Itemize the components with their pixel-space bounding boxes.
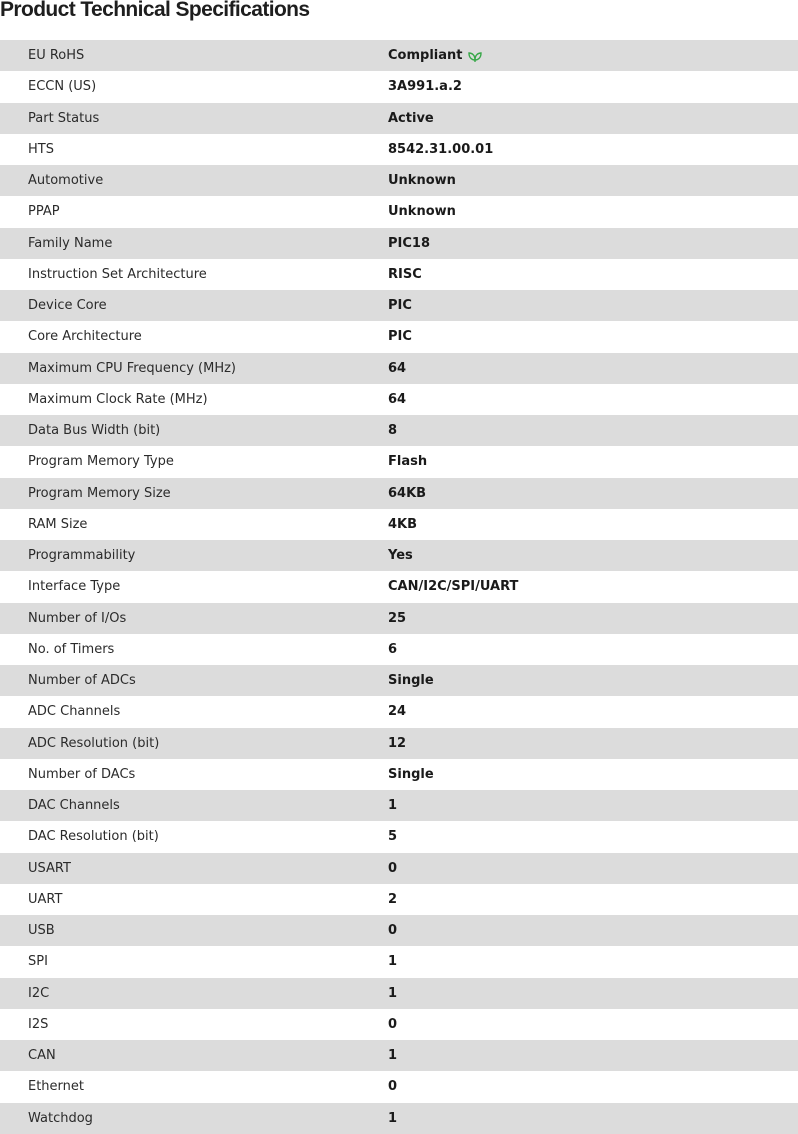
spec-value: 64 <box>388 391 407 407</box>
spec-row <box>0 353 798 384</box>
spec-row <box>0 946 798 977</box>
spec-value-cell <box>388 361 406 376</box>
spec-value: 1 <box>388 1110 398 1126</box>
spec-value: 1 <box>388 798 398 814</box>
spec-row <box>0 478 798 509</box>
spec-value-cell <box>388 923 397 938</box>
spec-value-cell <box>388 704 406 719</box>
spec-value: RISC <box>388 266 422 282</box>
spec-label: I2C <box>28 985 50 1001</box>
spec-value: 64KB <box>388 485 427 501</box>
spec-value-cell <box>388 1111 397 1126</box>
spec-value: 2 <box>388 891 398 907</box>
spec-label: Family Name <box>28 235 113 251</box>
spec-row <box>0 509 798 540</box>
spec-value-cell <box>388 579 518 594</box>
leaf-icon <box>468 50 482 62</box>
spec-value-cell <box>388 111 434 126</box>
spec-row <box>0 603 798 634</box>
spec-row <box>0 1040 798 1071</box>
spec-value-cell <box>388 298 412 313</box>
spec-row <box>0 290 798 321</box>
spec-row <box>0 978 798 1009</box>
spec-value: CAN/I2C/SPI/UART <box>388 579 519 595</box>
spec-value: 1 <box>388 985 398 1001</box>
spec-row <box>0 165 798 196</box>
spec-row <box>0 728 798 759</box>
spec-row <box>0 321 798 352</box>
spec-label: USART <box>28 860 71 876</box>
spec-value: 24 <box>388 704 407 720</box>
spec-label: Number of DACs <box>28 766 136 782</box>
spec-value-cell <box>388 79 462 94</box>
spec-value-cell <box>388 986 397 1001</box>
spec-value: 25 <box>388 610 407 626</box>
spec-label: Ethernet <box>28 1079 84 1095</box>
spec-value: 3A991.a.2 <box>388 79 462 95</box>
spec-row <box>0 821 798 852</box>
spec-label: Number of ADCs <box>28 673 136 689</box>
spec-label: Watchdog <box>28 1110 93 1126</box>
spec-label: ADC Channels <box>28 704 121 720</box>
spec-value: 1 <box>388 1048 398 1064</box>
spec-value: 8542.31.00.01 <box>388 141 494 157</box>
spec-label: Automotive <box>28 173 104 189</box>
spec-label: EU RoHS <box>28 48 85 64</box>
spec-label: Program Memory Size <box>28 485 171 501</box>
spec-row <box>0 1009 798 1040</box>
spec-value: 64 <box>388 360 407 376</box>
spec-label: HTS <box>28 141 54 157</box>
spec-value-cell <box>388 454 427 469</box>
spec-row <box>0 915 798 946</box>
spec-value-cell <box>388 392 406 407</box>
spec-label: SPI <box>28 954 48 970</box>
spec-value-cell <box>388 423 397 438</box>
spec-value-cell <box>388 236 430 251</box>
spec-label: USB <box>28 923 55 939</box>
spec-label: Maximum CPU Frequency (MHz) <box>28 360 236 376</box>
spec-value-cell <box>388 1079 397 1094</box>
spec-value-cell <box>388 329 412 344</box>
spec-value: 1 <box>388 954 398 970</box>
spec-row <box>0 196 798 227</box>
spec-label: Program Memory Type <box>28 454 174 470</box>
spec-label: ECCN (US) <box>28 79 97 95</box>
spec-value-cell <box>388 1048 397 1063</box>
spec-value: Unknown <box>388 204 456 220</box>
spec-row <box>0 71 798 102</box>
spec-label: Core Architecture <box>28 329 142 345</box>
spec-value: Flash <box>388 454 428 470</box>
spec-row <box>0 634 798 665</box>
spec-value: 8 <box>388 423 398 439</box>
spec-row <box>0 415 798 446</box>
spec-value-cell <box>388 767 434 782</box>
spec-value-cell <box>388 861 397 876</box>
spec-value: Single <box>388 766 434 782</box>
spec-label: UART <box>28 891 63 907</box>
spec-value-cell <box>388 673 434 688</box>
spec-row <box>0 696 798 727</box>
spec-label: Data Bus Width (bit) <box>28 423 161 439</box>
spec-value: 0 <box>388 923 398 939</box>
spec-value-cell <box>388 204 456 219</box>
spec-label: Maximum Clock Rate (MHz) <box>28 391 208 407</box>
spec-row <box>0 40 798 71</box>
spec-value: Unknown <box>388 173 456 189</box>
spec-value: 12 <box>388 735 407 751</box>
spec-value: PIC <box>388 298 412 314</box>
spec-row <box>0 446 798 477</box>
spec-row <box>0 790 798 821</box>
spec-label: DAC Resolution (bit) <box>28 829 159 845</box>
spec-label: Interface Type <box>28 579 121 595</box>
page-title: Product Technical Specifications <box>0 0 310 21</box>
spec-row <box>0 228 798 259</box>
spec-label: Instruction Set Architecture <box>28 266 207 282</box>
spec-label: CAN <box>28 1048 56 1064</box>
spec-value-cell <box>388 954 397 969</box>
spec-value-cell <box>388 173 456 188</box>
spec-value-cell <box>388 267 422 282</box>
spec-label: Number of I/Os <box>28 610 127 626</box>
spec-value: 6 <box>388 641 398 657</box>
spec-value: PIC <box>388 329 412 345</box>
spec-row <box>0 134 798 165</box>
spec-row <box>0 853 798 884</box>
spec-value-cell <box>388 642 397 657</box>
spec-value: Yes <box>388 548 413 564</box>
spec-row <box>0 1103 798 1134</box>
spec-row <box>0 1071 798 1102</box>
spec-label: ADC Resolution (bit) <box>28 735 160 751</box>
spec-value: 0 <box>388 1016 398 1032</box>
spec-value-cell <box>388 48 482 63</box>
spec-value-cell <box>388 829 397 844</box>
spec-label: Device Core <box>28 298 107 314</box>
spec-value: Compliant <box>388 48 463 64</box>
spec-row <box>0 884 798 915</box>
spec-value-cell <box>388 486 426 501</box>
spec-row <box>0 259 798 290</box>
spec-row <box>0 759 798 790</box>
spec-value-cell <box>388 142 493 157</box>
spec-value: Single <box>388 673 434 689</box>
spec-value: Active <box>388 110 434 126</box>
spec-label: DAC Channels <box>28 798 120 814</box>
spec-value-cell <box>388 517 417 532</box>
spec-label: Programmability <box>28 548 136 564</box>
spec-row <box>0 665 798 696</box>
spec-value-cell <box>388 798 397 813</box>
spec-row <box>0 571 798 602</box>
spec-row <box>0 540 798 571</box>
spec-value-cell <box>388 611 406 626</box>
spec-value: 5 <box>388 829 398 845</box>
spec-value-cell <box>388 892 397 907</box>
spec-value-cell <box>388 1017 397 1032</box>
spec-value: 0 <box>388 860 398 876</box>
spec-label: PPAP <box>28 204 60 220</box>
spec-label: I2S <box>28 1016 49 1032</box>
spec-value-cell <box>388 736 406 751</box>
spec-table <box>0 40 798 1134</box>
spec-label: No. of Timers <box>28 641 115 657</box>
spec-row <box>0 103 798 134</box>
spec-value: PIC18 <box>388 235 430 251</box>
spec-value: 4KB <box>388 516 418 532</box>
spec-label: Part Status <box>28 110 100 126</box>
spec-row <box>0 384 798 415</box>
spec-label: RAM Size <box>28 516 88 532</box>
spec-value: 0 <box>388 1079 398 1095</box>
spec-value-cell <box>388 548 413 563</box>
